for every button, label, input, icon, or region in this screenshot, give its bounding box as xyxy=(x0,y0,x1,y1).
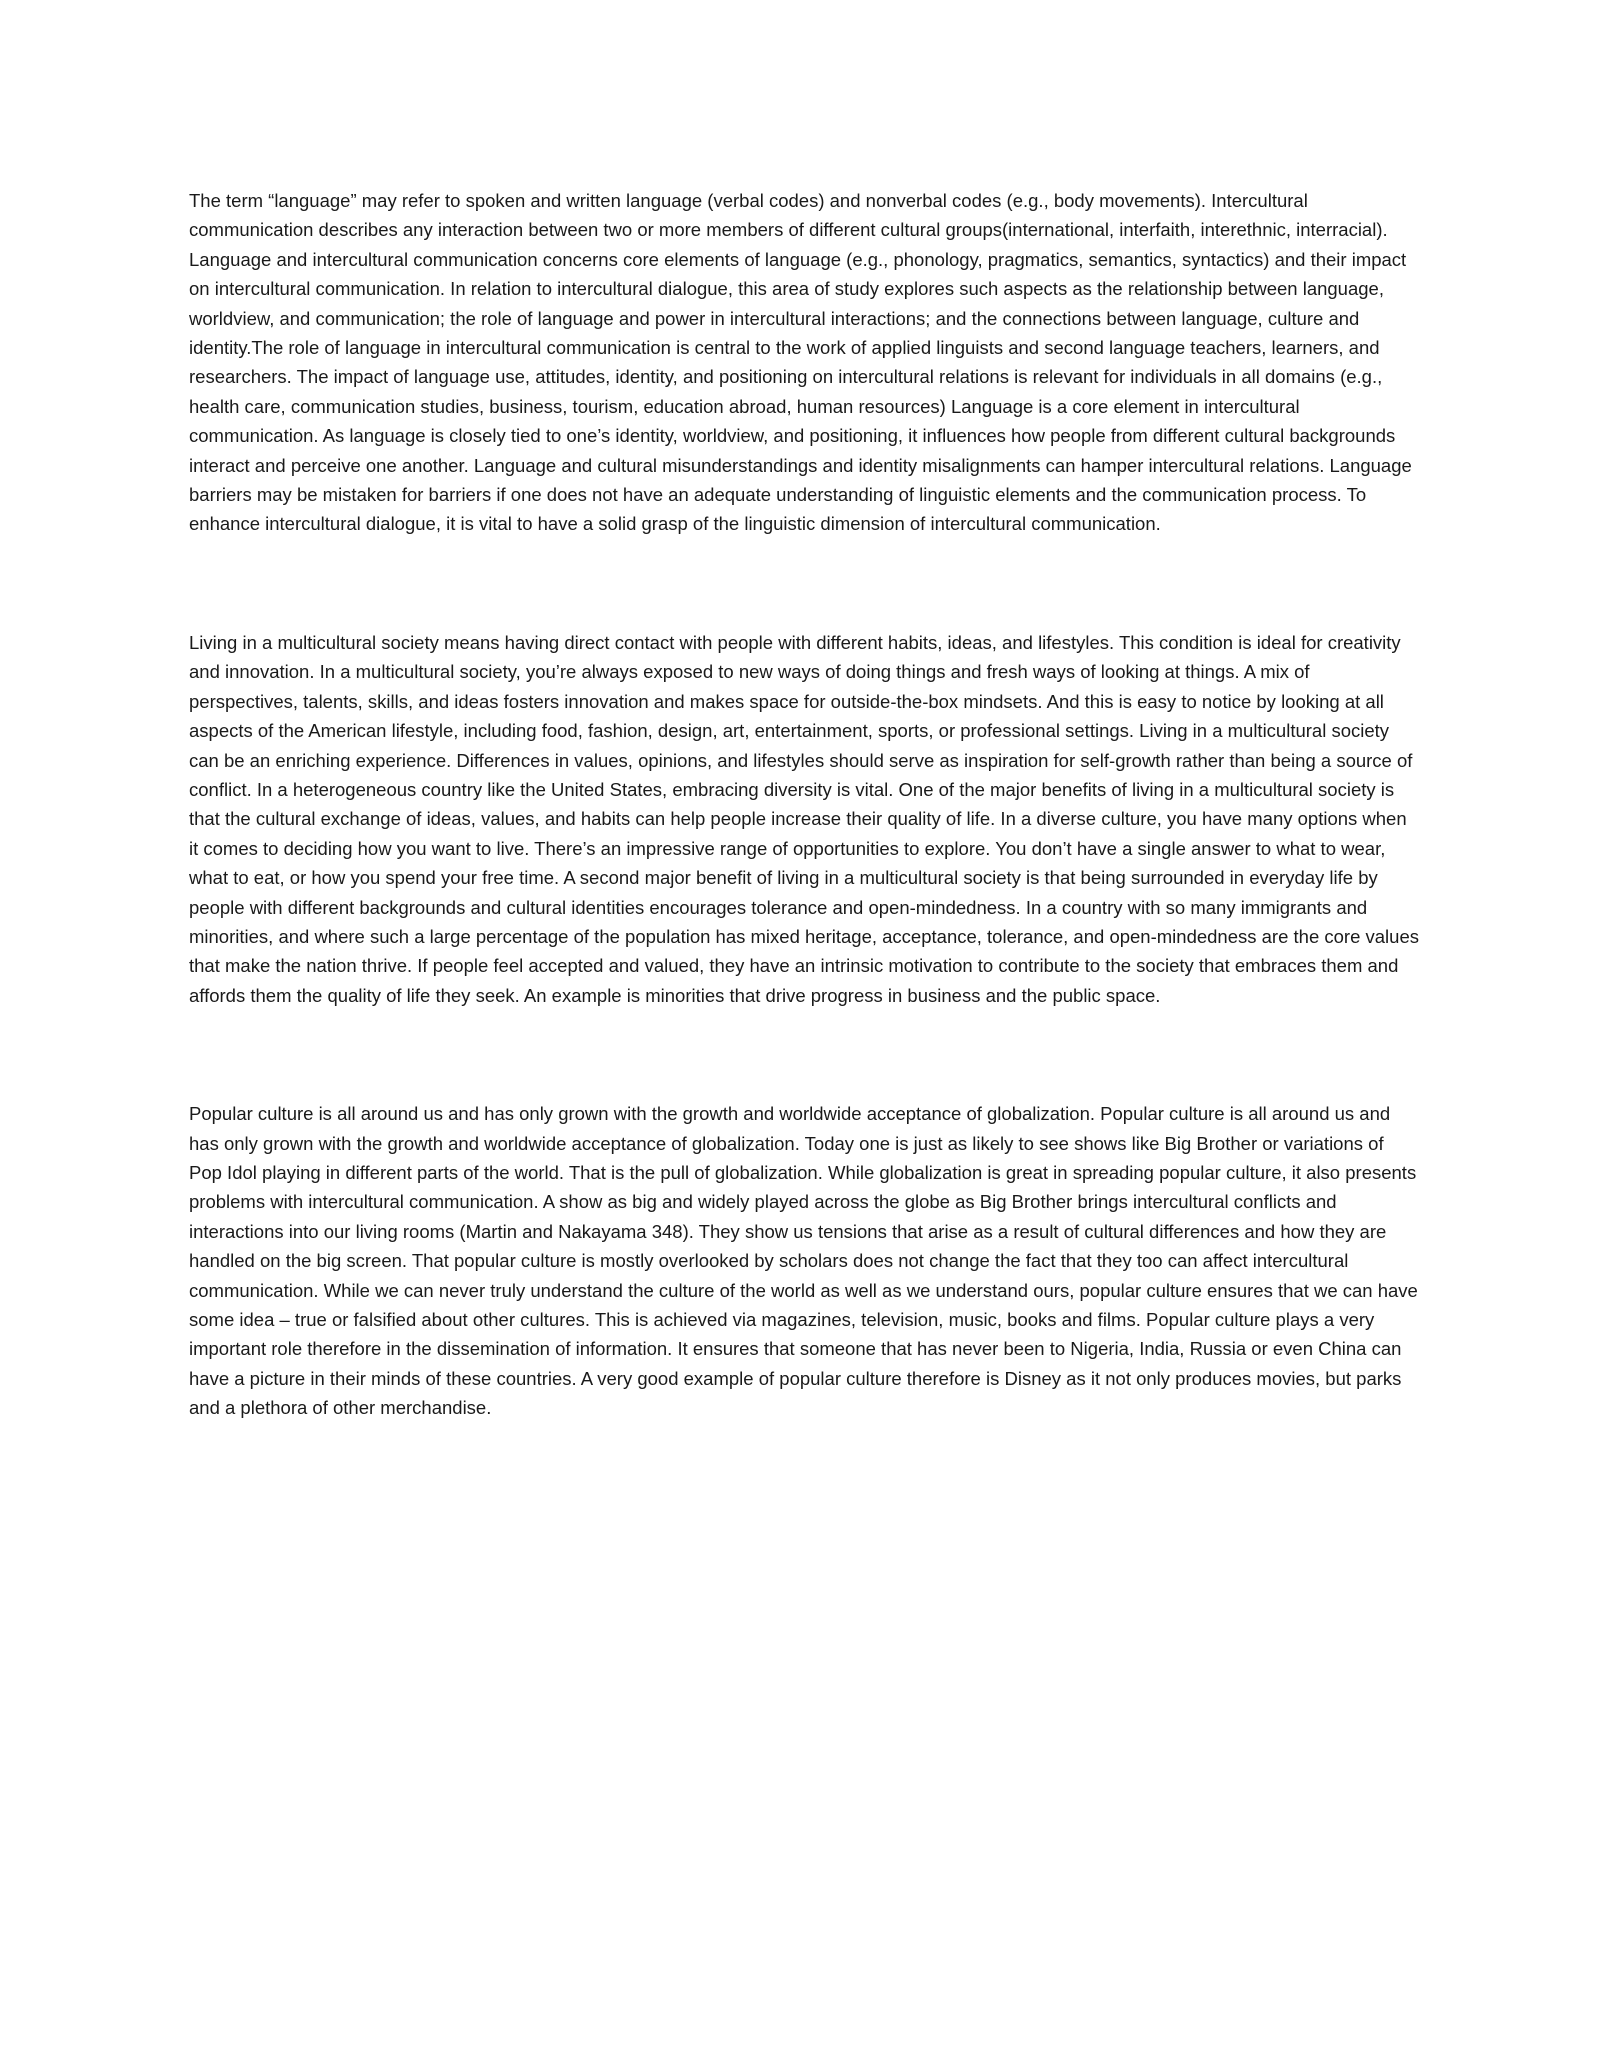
paragraph-multicultural-society: Living in a multicultural society means having direct contact with people with different habits, ideas, and lifestyles. This condition is ideal for creativity and innovation. In a multicultural society, you’re always exposed to new ways of doing things and fresh ways of looking at things. A mix of perspectives, talents, skills, and ideas fosters innovation and makes space for outside-the-box mindsets. And this is easy to notice by looking at all aspects of the American lifestyle, including food, fashion, design, art, entertainment, sports, or professional settings. Living in a multicultural society can be an enriching experience. Differences in values, opinions, and lifestyles should serve as inspiration for self-growth rather than being a source of conflict. In a heterogeneous country like the United States, embracing diversity is vital. One of the major benefits of living in a multicultural society is that the cultural exchange of ideas, values, and habits can help people increase their quality of life. In a diverse culture, you have many options when it comes to deciding how you want to live. There’s an impressive range of opportunities to explore. You don’t have a single answer to what to wear, what to eat, or how you spend your free time. A second major benefit of living in a multicultural society is that being surrounded in everyday life by people with different backgrounds and cultural identities encourages tolerance and open-mindedness. In a country with so many immigrants and minorities, and where such a large percentage of the population has mixed heritage, acceptance, tolerance, and open-mindedness are the core values that make the nation thrive. If people feel accepted and valued, they have an intrinsic motivation to contribute to the society that embraces them and affords them the quality of life they seek. An example is minorities that drive progress in business and the public space. xyxy=(189,631,1419,1006)
document-body xyxy=(189,186,1419,1423)
paragraph-popular-culture: Popular culture is all around us and has only grown with the growth and worldwide acceptance of globalization. Popular culture is all around us and has only grown with the growth and worldwide acceptance of globalization. Today one is just as likely to see shows like Big Brother or variations of Pop Idol playing in different parts of the world. That is the pull of globalization. While globalization is great in spreading popular culture, it also presents problems with intercultural communication. A show as big and widely played across the globe as Big Brother brings intercultural conflicts and interactions into our living rooms (Martin and Nakayama 348). They show us tensions that arise as a result of cultural differences and how they are handled on the big screen. That popular culture is mostly overlooked by scholars does not change the fact that they too can affect intercultural communication. While we can never truly understand the culture of the world as well as we understand ours, popular culture ensures that we can have some idea – true or falsified about other cultures. This is achieved via magazines, television, music, books and films. Popular culture plays a very important role therefore in the dissemination of information. It ensures that someone that has never been to Nigeria, India, Russia or even China can have a picture in their minds of these countries. A very good example of popular culture therefore is Disney as it not only produces movies, but parks and a plethora of other merchandise. xyxy=(189,1103,1418,1419)
paragraph-language: The term “language” may refer to spoken and written language (verbal codes) and nonverbal codes (e.g., body movements). Intercultural communication describes any interaction between two or more members of different cultural groups(international, interfaith, interethnic, interracial). Language and intercultural communication concerns core elements of language (e.g., phonology, pragmatics, semantics, syntactics) and their impact on intercultural communication. In relation to intercultural dialogue, this area of study explores such aspects as the relationship between language, worldview, and communication; the role of language and power in intercultural interactions; and the connections between language, culture and identity.The role of language in intercultural communication is central to the work of applied linguists and second language teachers, learners, and researchers. The impact of language use, attitudes, identity, and positioning on intercultural relations is relevant for individuals in all domains (e.g., health care, communication studies, business, tourism, education abroad, human resources) Language is a core element in intercultural communication. As language is closely tied to one’s identity, worldview, and positioning, it influences how people from different cultural backgrounds interact and perceive one another. Language and cultural misunderstandings and identity misalignments can hamper intercultural relations. Language barriers may be mistaken for barriers if one does not have an adequate understanding of linguistic elements and the communication process. To enhance intercultural dialogue, it is vital to have a solid grasp of the linguistic dimension of intercultural communication. xyxy=(189,190,1412,535)
